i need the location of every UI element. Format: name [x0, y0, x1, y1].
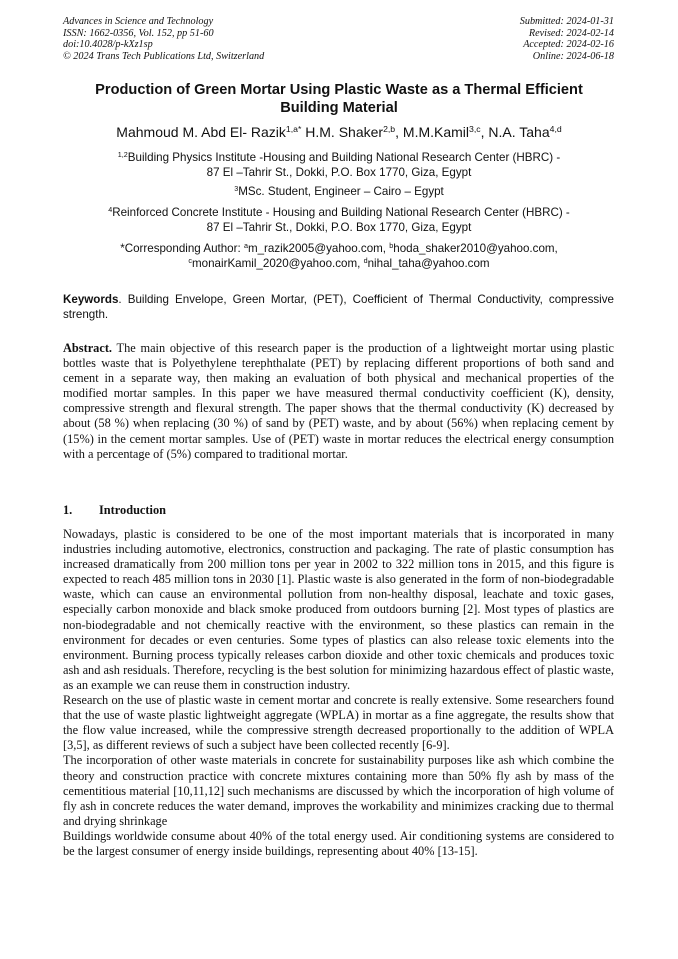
- journal-header-right: [520, 16, 614, 62]
- author-name: H.M. Shaker: [305, 124, 384, 140]
- revised-date: Revised: 2024-02-14: [528, 27, 614, 39]
- author-name: N.A. Taha: [488, 124, 550, 140]
- affiliation-sup: 4: [108, 205, 113, 215]
- issn: ISSN: 1662-0356, Vol. 152, pp 51-60: [63, 27, 214, 39]
- author-sup: 1,a*: [285, 124, 302, 135]
- affiliation-text: MSc. Student, Engineer – Cairo – Egypt: [238, 185, 444, 198]
- section-title: Introduction: [99, 503, 166, 517]
- copyright: © 2024 Trans Tech Publications Ltd, Switzerland: [63, 50, 265, 62]
- author-list: Mahmoud M. Abd El- Razik$^{1,a*}$ H.M. Shaker$^{2,b}$, M.M.Kamil$^{3,c}$, N.A. Taha$^{4,d}$: [116, 124, 562, 140]
- paragraph: Buildings worldwide consume about 40% of the total energy used. Air conditioning systems are considered to be the largest consumer of energy inside buildings, representing about 40% [13-15].: [63, 828, 614, 858]
- title-line-1: Production of Green Mortar Using Plastic Waste as a Thermal Efficient: [95, 82, 583, 98]
- paragraph: Research on the use of plastic waste in cement mortar and concrete is really extensive. Some researchers found that the use of waste plastic lightweight aggregate (WPLA) in mortar as a fine aggregate, the results show that the flow value increased, while the compressive strength decreased proportionally to the addition of WPLA [3,5], as different reviews of such a subject have been collected recently [6-9].: [63, 693, 614, 753]
- author-name: Mahmoud M. Abd El- Razik: [116, 124, 286, 140]
- abstract-label: Abstract.: [63, 341, 113, 355]
- affiliation-1-2: [62, 150, 616, 180]
- submitted-date: Submitted: 2024-01-31: [519, 16, 614, 27]
- paragraph: Nowadays, plastic is considered to be one of the most important materials that is incorporated in many industries including automotive, electronics, construction and packaging. The rate of plastic consumption has increased dramatically from 200 million tons per year in 2002 to 322 million tons in 2015, and this figure is expected to reach 485 million tons in 2030 [1]. Plastic waste is also generated in the form of non-biodegradable waste, which can cause an environmental pollution from non-healthy disposal, leachate and toxic gases, especially carbon monoxide and black smoke produced from outdoors burning [2]. Most types of plastics are non-biodegradable and not chemically reactive with the environment, so these plastics can remain in the environment for decades or even centuries. Some types of plastics can also release toxic elements into the environment. Burning process typically releases carbon dioxide and other toxic chemicals and produces toxic ash and ash residuals. Therefore, recycling is the best solution for minimizing hazardous effect of plastic waste, as an example we can reuse them in construction industry.: [63, 527, 614, 692]
- introduction-body: [63, 527, 614, 859]
- corresponding-label: *Corresponding Author:: [120, 242, 244, 255]
- corresponding-author: *Corresponding Author: $^a$m_razik2005@yahoo.com, $^b$hoda_shaker2010@yahoo.com, $^c$monairKamil_2020@yahoo.com, $^d$nihal_taha@yahoo.com: [120, 241, 558, 270]
- journal-name: Advances in Science and Technology: [63, 16, 214, 27]
- affiliation-sup: 1,2: [117, 150, 128, 160]
- email-link[interactable]: hoda_shaker2010@yahoo.com,: [393, 242, 558, 255]
- doi: doi:10.4028/p-kXz1sp: [63, 39, 153, 51]
- email-link[interactable]: nihal_taha@yahoo.com: [367, 257, 490, 270]
- affiliation-address: 87 El –Tahrir St., Dokki, P.O. Box 1770, Giza, Egypt: [206, 221, 472, 234]
- journal-header-left: [63, 16, 264, 62]
- abstract: [63, 341, 614, 462]
- section-heading-introduction: [63, 503, 166, 518]
- affiliation-address: 87 El –Tahrir St., Dokki, P.O. Box 1770, Giza, Egypt: [206, 166, 472, 179]
- affiliation-text: Reinforced Concrete Institute - Housing and Building National Research Center (HBRC) -: [112, 206, 570, 219]
- affiliation-3: [62, 184, 616, 199]
- paper-title: [62, 81, 616, 117]
- title-line-2: Building Material: [280, 100, 398, 116]
- affiliation-sup: 3: [234, 184, 239, 194]
- abstract-text: The main objective of this research paper is the production of a lightweight mortar using plastic bottles waste that is Polyethylene terephthalate (PET) by replacing different proportions of both sand and cement in a separate way, then making an evaluation of both physical and mechanical properties of the modified mortar samples. In this paper we have measured thermal conductivity coefficient (K), density, compressive strength and flexural strength. The paper shows that the thermal conductivity (K) decreased by about (58 %) when replacing (30 %) of sand by (PET) waste, and by about (56%) when replacing cement by (15%) in the cement mortar samples. Use of (PET) waste in mortar reduces the electrical energy consumption with a percentage of (5%) compared to traditional mortar.: [63, 341, 614, 461]
- accepted-date: Accepted: 2024-02-16: [523, 39, 614, 51]
- affiliation-text: Building Physics Institute -Housing and Building National Research Center (HBRC) -: [127, 151, 561, 164]
- affiliation-4: [62, 205, 616, 235]
- email-link[interactable]: m_razik2005@yahoo.com,: [247, 242, 390, 255]
- author-sup: 4,d: [549, 124, 562, 135]
- keywords-text: . Building Envelope, Green Mortar, (PET), Coefficient of Thermal Conductivity, compressive strength.: [63, 293, 614, 321]
- author-sup: 2,b: [383, 124, 396, 135]
- section-number: 1.: [63, 503, 73, 517]
- author-sup: 3,c: [469, 124, 481, 135]
- keywords: [63, 292, 614, 322]
- author-name: M.M.Kamil: [402, 124, 470, 140]
- paragraph: The incorporation of other waste materials in concrete for sustainability purposes like ash which combine the theory and construction practice with concrete mixtures containing more than 50% fly ash by mass of the cementitious material [10,11,12] such mechanisms are discussed by which the incorporation of high volume of fly ash in concrete reduces the water demand, improves the workability and minimizes cracking due to thermal and drying shrinkage: [63, 753, 614, 828]
- online-date: Online: 2024-06-18: [532, 50, 614, 62]
- email-link[interactable]: monairKamil_2020@yahoo.com,: [192, 257, 364, 270]
- keywords-label: Keywords: [63, 293, 119, 306]
